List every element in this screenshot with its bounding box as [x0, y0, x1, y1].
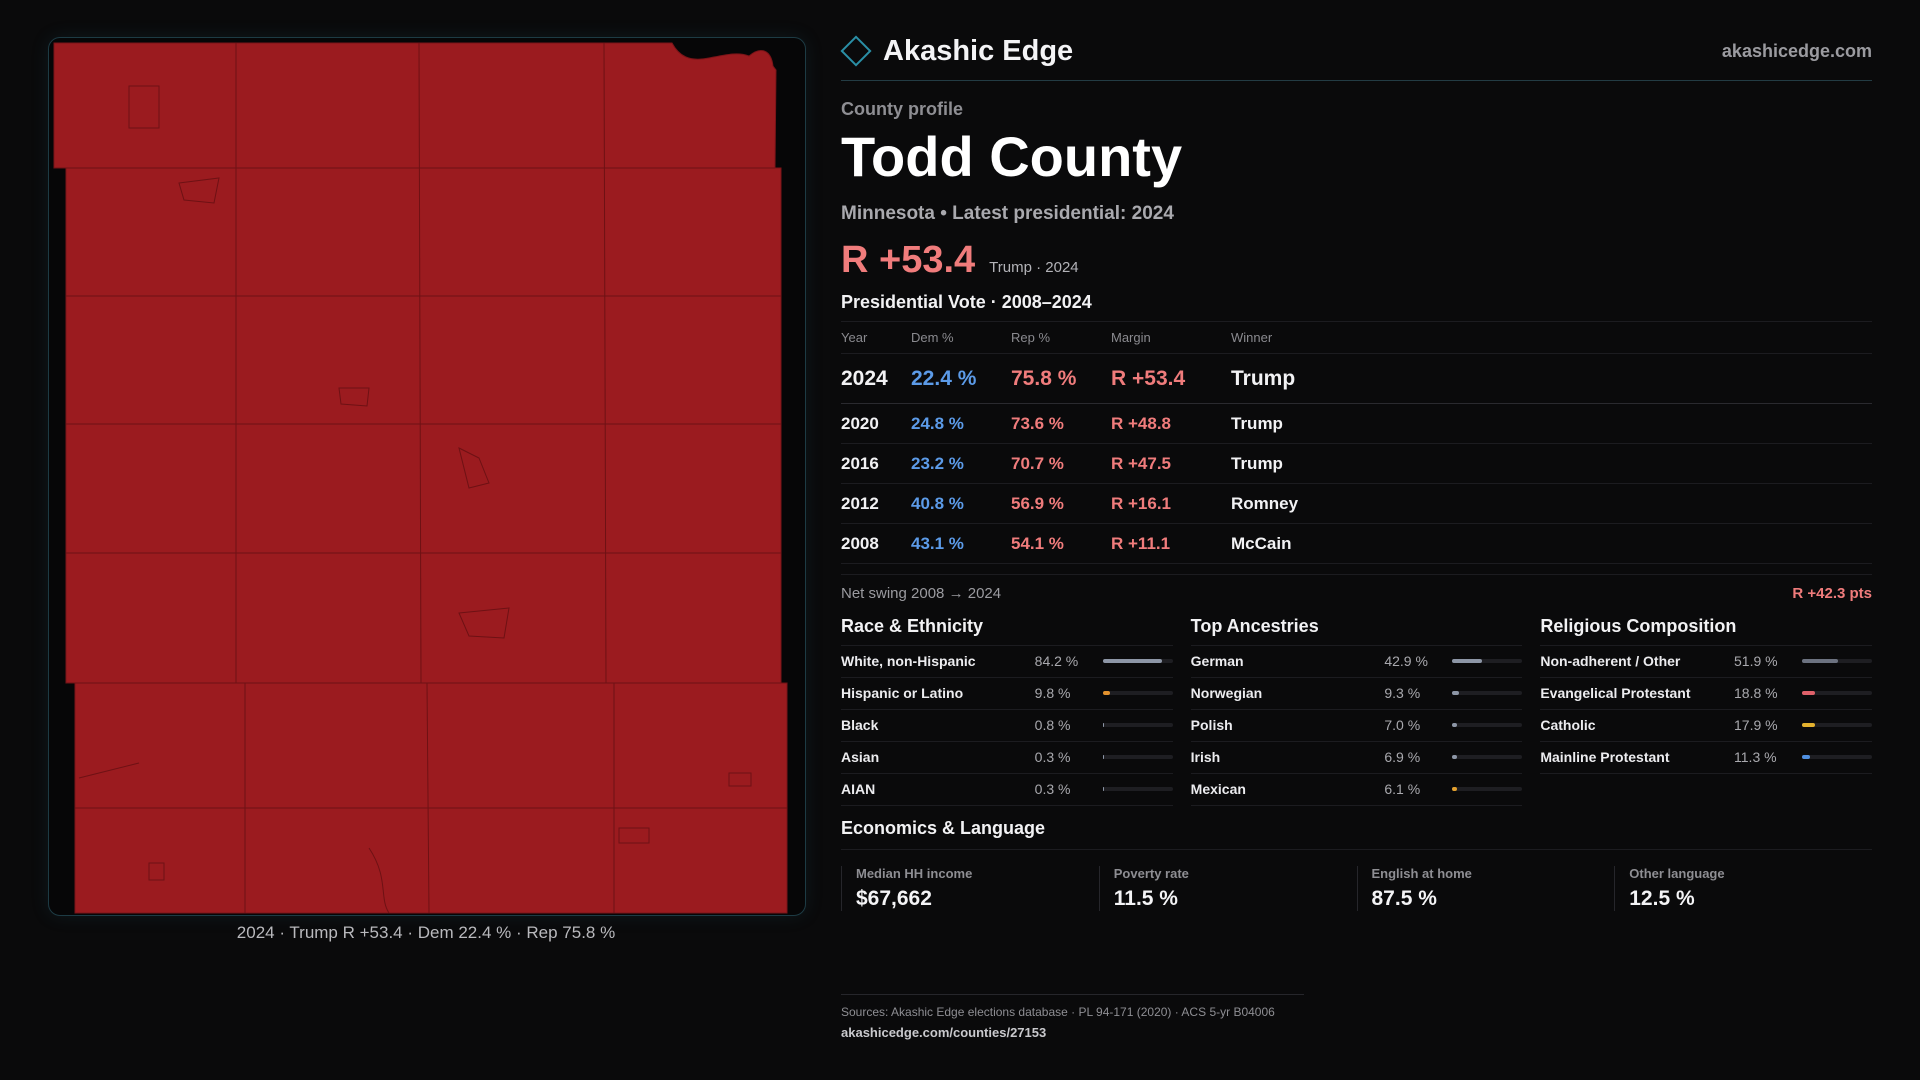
- stat-label: Median HH income: [856, 865, 973, 881]
- demographics: [841, 616, 1872, 806]
- vote-section-title: Presidential Vote · 2008–2024: [841, 291, 1092, 312]
- share-bar-fill: [1802, 691, 1815, 695]
- ancestry-value: 6.1 %: [1384, 781, 1421, 798]
- table-row[interactable]: [841, 483, 1872, 523]
- share-bar-fill: [1452, 723, 1457, 727]
- profile-panel: [841, 30, 1872, 911]
- stat-card: [1099, 866, 1357, 911]
- table-row[interactable]: [841, 353, 1872, 403]
- cell-rep: 56.9 %: [1011, 483, 1111, 523]
- header-margin: Margin: [1111, 321, 1231, 353]
- table-row[interactable]: [841, 443, 1872, 483]
- religion-label: Non-adherent / Other: [1540, 653, 1681, 670]
- race-label: Asian: [841, 749, 880, 766]
- page-eyebrow: County profile: [841, 99, 963, 119]
- share-bar: [1802, 659, 1872, 663]
- cell-year: 2020: [841, 403, 911, 443]
- stat-card: [1614, 866, 1872, 911]
- religion-value: 51.9 %: [1734, 653, 1778, 670]
- cell-rep: 75.8 %: [1011, 353, 1111, 403]
- cell-year: 2008: [841, 523, 911, 563]
- cell-dem: 24.8 %: [911, 403, 1011, 443]
- list-item: [1540, 646, 1872, 678]
- list-item: [841, 646, 1173, 678]
- list-item: [1191, 742, 1523, 774]
- cell-margin: R +47.5: [1111, 443, 1231, 483]
- stat-value: 11.5 %: [1113, 886, 1178, 910]
- list-item: [841, 742, 1173, 774]
- ancestry-value: 6.9 %: [1384, 749, 1421, 766]
- net-swing: [841, 574, 1872, 602]
- header-dem: Dem %: [911, 321, 1011, 353]
- race-label: White, non-Hispanic: [841, 653, 976, 670]
- stat-value: 87.5 %: [1371, 886, 1437, 910]
- stat-value: $67,662: [856, 886, 932, 910]
- share-bar-fill: [1452, 659, 1482, 663]
- header-winner: Winner: [1231, 321, 1872, 353]
- share-bar-fill: [1103, 691, 1110, 695]
- swing-label: Net swing 2008 → 2024: [841, 584, 1002, 602]
- cell-dem: 43.1 %: [911, 523, 1011, 563]
- economics-title: Economics & Language: [841, 818, 1872, 850]
- cell-margin: R +48.8: [1111, 403, 1231, 443]
- race-value: 0.8 %: [1034, 717, 1071, 734]
- sources-footer: [841, 994, 1304, 1040]
- swing-value: R +42.3 pts: [1792, 584, 1872, 602]
- cell-dem: 22.4 %: [911, 353, 1011, 403]
- ancestry-label: Irish: [1190, 749, 1221, 766]
- header-year: Year: [841, 321, 911, 353]
- race-value: 0.3 %: [1034, 781, 1071, 798]
- share-bar: [1452, 787, 1522, 791]
- cell-year: 2012: [841, 483, 911, 523]
- share-bar-fill: [1103, 723, 1104, 727]
- share-bar: [1103, 659, 1173, 663]
- list-item: [841, 774, 1173, 806]
- ancestry-label: German: [1190, 653, 1244, 670]
- table-row[interactable]: [841, 403, 1872, 443]
- site-link[interactable]: akashicedge.com: [1721, 40, 1872, 61]
- stat-value: 12.5 %: [1629, 886, 1695, 910]
- race-label: AIAN: [841, 781, 876, 798]
- cell-margin: R +53.4: [1111, 353, 1231, 403]
- county-map-svg: [49, 38, 805, 915]
- race-value: 9.8 %: [1034, 685, 1071, 702]
- share-bar: [1452, 723, 1522, 727]
- share-bar-fill: [1452, 787, 1456, 791]
- religion-label: Catholic: [1540, 717, 1596, 734]
- race-title: Race & Ethnicity: [841, 616, 1173, 646]
- list-item: [1540, 678, 1872, 710]
- stat-card: [1357, 866, 1615, 911]
- list-item: [1191, 774, 1523, 806]
- share-bar: [1452, 691, 1522, 695]
- share-bar-fill: [1802, 723, 1815, 727]
- ancestry-value: 42.9 %: [1384, 653, 1428, 670]
- share-bar: [1802, 723, 1872, 727]
- share-bar-fill: [1802, 659, 1838, 663]
- share-bar-fill: [1452, 755, 1457, 759]
- cell-rep: 70.7 %: [1011, 443, 1111, 483]
- cell-margin: R +11.1: [1111, 523, 1231, 563]
- economics-cards: [841, 866, 1872, 911]
- share-bar-fill: [1103, 659, 1162, 663]
- map-caption: 2024 · Trump R +53.4 · Dem 22.4 % · Rep 75.8 %: [236, 923, 616, 942]
- share-bar: [1452, 755, 1522, 759]
- cell-winner: Trump: [1231, 403, 1872, 443]
- cell-winner: Romney: [1231, 483, 1872, 523]
- cell-dem: 40.8 %: [911, 483, 1011, 523]
- list-item: [841, 678, 1173, 710]
- margin-note: Trump · 2024: [989, 258, 1079, 276]
- ancestry-label: Norwegian: [1190, 685, 1263, 702]
- share-bar: [1103, 723, 1173, 727]
- share-bar-fill: [1802, 755, 1810, 759]
- vote-table: [841, 321, 1872, 564]
- table-row[interactable]: [841, 523, 1872, 563]
- cell-year: 2024: [841, 353, 911, 403]
- share-bar: [1103, 755, 1173, 759]
- share-bar: [1452, 659, 1522, 663]
- stat-label: English at home: [1371, 865, 1472, 881]
- cell-rep: 54.1 %: [1011, 523, 1111, 563]
- ancestry-value: 9.3 %: [1384, 685, 1421, 702]
- share-bar: [1103, 691, 1173, 695]
- cell-winner: Trump: [1231, 353, 1872, 403]
- list-item: [1540, 742, 1872, 774]
- race-label: Black: [841, 717, 879, 734]
- ancestries-section: [1191, 616, 1523, 806]
- race-value: 0.3 %: [1034, 749, 1071, 766]
- race-ethnicity-section: [841, 616, 1173, 806]
- cell-margin: R +16.1: [1111, 483, 1231, 523]
- sources-line: Sources: Akashic Edge elections database · PL 94-171 (2020) · ACS 5-yr B04006: [841, 1005, 1275, 1019]
- header: [841, 30, 1872, 81]
- cell-winner: McCain: [1231, 523, 1872, 563]
- race-label: Hispanic or Latino: [841, 685, 964, 702]
- share-bar: [1802, 691, 1872, 695]
- list-item: [1191, 646, 1523, 678]
- cell-year: 2016: [841, 443, 911, 483]
- religion-value: 17.9 %: [1734, 717, 1778, 734]
- header-rep: Rep %: [1011, 321, 1111, 353]
- ancestry-value: 7.0 %: [1384, 717, 1421, 734]
- share-bar-fill: [1103, 787, 1104, 791]
- list-item: [1191, 678, 1523, 710]
- stat-label: Poverty rate: [1113, 865, 1189, 881]
- margin-value: R +53.4: [841, 238, 976, 281]
- sources-link[interactable]: akashicedge.com/counties/27153: [841, 1025, 1047, 1040]
- list-item: [1540, 710, 1872, 742]
- ancestry-title: Top Ancestries: [1191, 616, 1523, 646]
- stat-label: Other language: [1629, 865, 1725, 881]
- cell-winner: Trump: [1231, 443, 1872, 483]
- cell-dem: 23.2 %: [911, 443, 1011, 483]
- race-value: 84.2 %: [1034, 653, 1079, 670]
- religion-label: Mainline Protestant: [1540, 749, 1670, 766]
- ancestry-label: Mexican: [1190, 781, 1246, 798]
- share-bar-fill: [1452, 691, 1459, 695]
- list-item: [1191, 710, 1523, 742]
- share-bar: [1103, 787, 1173, 791]
- religion-title: Religious Composition: [1540, 616, 1872, 646]
- headline-margin: [841, 239, 1872, 282]
- religion-label: Evangelical Protestant: [1540, 685, 1691, 702]
- brand[interactable]: [841, 35, 1073, 68]
- page-title: Todd County: [841, 125, 1183, 188]
- religion-value: 11.3 %: [1734, 749, 1777, 766]
- page-subtitle: Minnesota • Latest presidential: 2024: [841, 202, 1174, 224]
- county-map[interactable]: [48, 37, 806, 916]
- diamond-logo-icon: [840, 35, 871, 66]
- vote-table-header: [841, 321, 1872, 353]
- brand-name: Akashic Edge: [883, 34, 1074, 67]
- religion-section: [1540, 616, 1872, 806]
- list-item: [841, 710, 1173, 742]
- cell-rep: 73.6 %: [1011, 403, 1111, 443]
- stat-card: [841, 866, 1099, 911]
- share-bar-fill: [1103, 755, 1104, 759]
- ancestry-label: Polish: [1190, 717, 1233, 734]
- share-bar: [1802, 755, 1872, 759]
- religion-value: 18.8 %: [1734, 685, 1778, 702]
